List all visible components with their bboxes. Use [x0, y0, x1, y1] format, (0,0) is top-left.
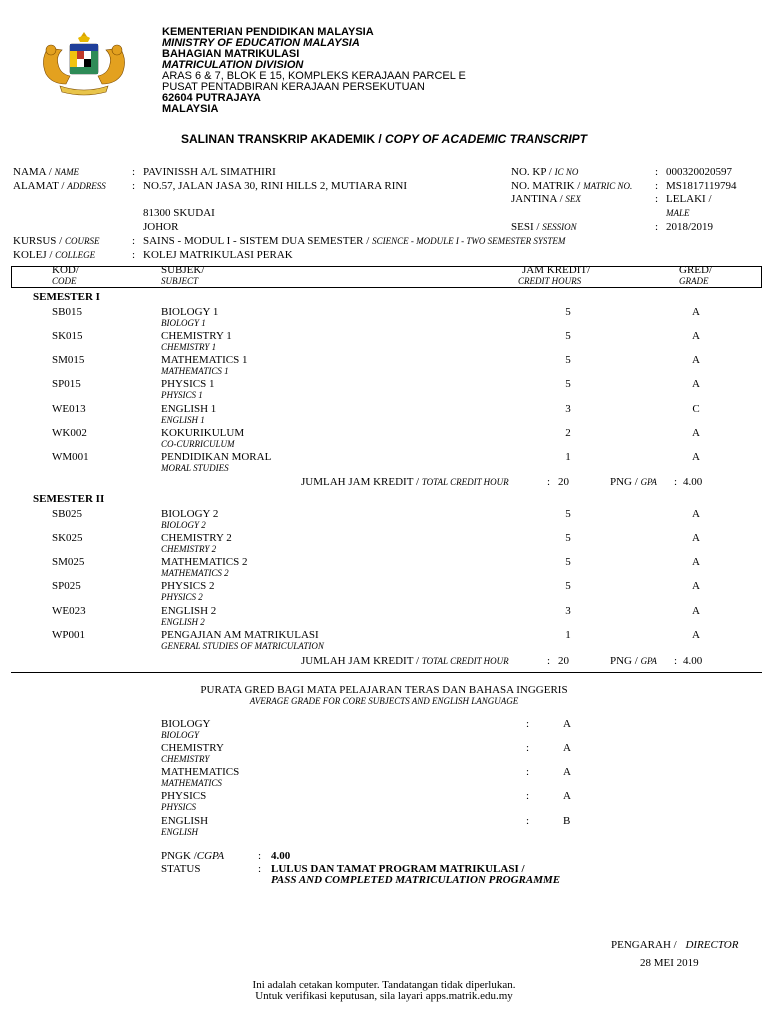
col-grade-header: GRED/: [679, 264, 712, 276]
student-address-2: 81300 SKUDAI: [143, 207, 215, 219]
course-subject: MATHEMATICS 2: [161, 556, 248, 568]
avg-subject: CHEMISTRY: [161, 742, 224, 754]
avg-subject: ENGLISH: [161, 815, 209, 827]
course-credit: 5: [565, 378, 571, 390]
avg-grade: A: [563, 766, 571, 778]
course-grade: A: [692, 378, 700, 390]
colon: :: [674, 476, 678, 488]
colon: :: [258, 863, 262, 875]
table-header-right-border: [761, 266, 762, 287]
semester-title: SEMESTER II: [33, 493, 105, 505]
course-credit: 1: [565, 451, 571, 463]
total-credit-label: JUMLAH JAM KREDIT / TOTAL CREDIT HOUR: [301, 655, 509, 667]
title-en: COPY OF ACADEMIC TRANSCRIPT: [385, 132, 588, 146]
course-subject-en: CO-CURRICULUM: [161, 439, 235, 449]
average-grade-title-en: AVERAGE GRADE FOR CORE SUBJECTS AND ENGLISH LANGUAGE: [249, 696, 519, 706]
course-credit: 5: [565, 556, 571, 568]
college-label: KOLEJ / COLLEGE: [13, 249, 96, 261]
course-subject: PENDIDIKAN MORAL: [161, 451, 272, 463]
student-college: KOLEJ MATRIKULASI PERAK: [143, 249, 293, 261]
course-subject: CHEMISTRY 1: [161, 330, 232, 342]
avg-grade: A: [563, 790, 571, 802]
avg-subject: PHYSICS: [161, 790, 207, 802]
col-grade-header-en: GRADE: [679, 276, 709, 286]
course-code: SB015: [52, 306, 82, 318]
course-subject: KOKURIKULUM: [161, 427, 245, 439]
semester-title: SEMESTER I: [33, 291, 100, 303]
malaysia-coat-of-arms-icon: [34, 28, 134, 96]
course-subject: ENGLISH 1: [161, 403, 217, 415]
course-code: SP025: [52, 580, 81, 592]
ministry-name-en: MINISTRY OF EDUCATION MALAYSIA: [162, 37, 360, 49]
colon: :: [655, 166, 659, 178]
total-credit-value: 20: [558, 655, 569, 667]
sex-label: JANTINA / SEX: [511, 193, 581, 205]
address-label: ALAMAT / ADDRESS: [13, 180, 106, 192]
total-credit-label: JUMLAH JAM KREDIT / TOTAL CREDIT HOUR: [301, 476, 509, 488]
course-subject: BIOLOGY 1: [161, 306, 219, 318]
course-credit: 5: [565, 532, 571, 544]
course-code: WE023: [52, 605, 86, 617]
course-credit: 2: [565, 427, 571, 439]
course-grade: C: [692, 403, 700, 415]
course-grade: A: [692, 451, 700, 463]
avg-grade: A: [563, 742, 571, 754]
status-value-ms: LULUS DAN TAMAT PROGRAM MATRIKULASI /: [271, 863, 525, 875]
course-grade: A: [692, 629, 700, 641]
course-subject-en: MORAL STUDIES: [161, 463, 229, 473]
course-code: SK025: [52, 532, 83, 544]
course-subject: BIOLOGY 2: [161, 508, 219, 520]
course-credit: 5: [565, 306, 571, 318]
colon: :: [132, 249, 136, 261]
course-grade: A: [692, 605, 700, 617]
course-grade: A: [692, 580, 700, 592]
title-ms: SALINAN TRANSKRIP AKADEMIK /: [180, 132, 382, 146]
course-grade: A: [692, 508, 700, 520]
ministry-name-ms: KEMENTERIAN PENDIDIKAN MALAYSIA: [162, 26, 374, 38]
colon: :: [655, 193, 659, 205]
document-title: [0, 132, 768, 146]
col-code-header: KOD/: [52, 264, 79, 276]
course-credit: 1: [565, 629, 571, 641]
course-subject-en: PHYSICS 1: [161, 390, 203, 400]
course-code: WP001: [52, 629, 85, 641]
course-label: KURSUS / COURSE: [13, 235, 100, 247]
col-credit-header: JAM KREDIT/: [522, 264, 591, 276]
gpa-value: 4.00: [683, 476, 703, 488]
course-grade: A: [692, 532, 700, 544]
course-code: WM001: [52, 451, 89, 463]
course-code: SB025: [52, 508, 82, 520]
status-label: STATUS: [161, 863, 201, 875]
session-label: SESI / SESSION: [511, 221, 577, 233]
col-subject-header: SUBJEK/: [161, 264, 205, 276]
table-header-left-border: [11, 266, 12, 287]
division-name-en: MATRICULATION DIVISION: [162, 59, 304, 71]
student-session: 2018/2019: [666, 221, 714, 233]
col-code-header-en: CODE: [52, 276, 77, 286]
course-code: SM025: [52, 556, 85, 568]
course-grade: A: [692, 306, 700, 318]
postcode-city: 62604 PUTRAJAYA: [162, 92, 261, 104]
director-label: PENGARAH / DIRECTOR: [611, 939, 739, 951]
course-credit: 3: [565, 605, 571, 617]
footer-note-1: Ini adalah cetakan komputer. Tandatangan tidak diperlukan.: [252, 979, 516, 991]
avg-subject: BIOLOGY: [161, 718, 211, 730]
colon: :: [526, 718, 530, 730]
course-subject-en: GENERAL STUDIES OF MATRICULATION: [161, 641, 324, 651]
student-sex: LELAKI /: [666, 193, 712, 205]
table-header-top-border: [11, 266, 762, 267]
course-grade: A: [692, 556, 700, 568]
course-subject: PHYSICS 1: [161, 378, 215, 390]
matric-label: NO. MATRIK / MATRIC NO.: [511, 180, 633, 192]
student-course: SAINS - MODUL I - SISTEM DUA SEMESTER / SCIENCE - MODULE I - TWO SEMESTER SYSTEM: [143, 235, 566, 247]
footer-note-2: Untuk verifikasi keputusan, sila layari apps.matrik.edu.my: [255, 990, 513, 1002]
colon: :: [526, 766, 530, 778]
course-code: WE013: [52, 403, 86, 415]
course-credit: 5: [565, 330, 571, 342]
student-address-3: JOHOR: [143, 221, 179, 233]
colon: :: [132, 235, 136, 247]
col-subject-header-en: SUBJECT: [161, 276, 198, 286]
country: MALAYSIA: [162, 103, 219, 115]
course-subject-en: PHYSICS 2: [161, 592, 203, 602]
course-subject: MATHEMATICS 1: [161, 354, 248, 366]
course-subject: CHEMISTRY 2: [161, 532, 232, 544]
table-header-bottom-border: [11, 287, 762, 288]
avg-subject-en: CHEMISTRY: [161, 754, 210, 764]
student-matric: MS1817119794: [666, 180, 737, 192]
address-line-1: ARAS 6 & 7, BLOK E 15, KOMPLEKS KERAJAAN PARCEL E: [162, 70, 466, 82]
course-credit: 5: [565, 508, 571, 520]
student-sex-en: MALE: [666, 208, 690, 218]
course-subject: PHYSICS 2: [161, 580, 215, 592]
course-grade: A: [692, 330, 700, 342]
avg-subject-en: MATHEMATICS: [161, 778, 222, 788]
colon: :: [132, 166, 136, 178]
col-credit-header-en: CREDIT HOURS: [518, 276, 582, 286]
course-credit: 5: [565, 580, 571, 592]
colon: :: [526, 815, 530, 827]
student-name: PAVINISSH A/L SIMATHIRI: [143, 166, 276, 178]
colon: :: [526, 790, 530, 802]
colon: :: [547, 476, 551, 488]
colon: :: [132, 180, 136, 192]
course-subject-en: BIOLOGY 2: [161, 520, 206, 530]
course-subject-en: MATHEMATICS 2: [161, 568, 229, 578]
avg-subject-en: BIOLOGY: [161, 730, 200, 740]
course-code: SM015: [52, 354, 85, 366]
course-subject: PENGAJIAN AM MATRIKULASI: [161, 629, 319, 641]
avg-grade: A: [563, 718, 571, 730]
course-subject-en: MATHEMATICS 1: [161, 366, 229, 376]
section-divider: [11, 672, 762, 673]
colon: :: [258, 850, 262, 862]
cgpa-value: 4.00: [271, 850, 291, 862]
gpa-value: 4.00: [683, 655, 703, 667]
cgpa-label: PNGK /CGPA: [161, 850, 225, 862]
total-credit-value: 20: [558, 476, 569, 488]
colon: :: [526, 742, 530, 754]
address-line-2: PUSAT PENTADBIRAN KERAJAAN PERSEKUTUAN: [162, 81, 425, 93]
gpa-label: PNG / GPA: [610, 476, 657, 488]
course-subject-en: ENGLISH 1: [161, 415, 205, 425]
avg-grade: B: [563, 815, 571, 827]
avg-subject-en: ENGLISH: [161, 827, 199, 837]
course-code: SK015: [52, 330, 83, 342]
course-subject-en: CHEMISTRY 1: [161, 342, 217, 352]
name-label: NAMA / NAME: [13, 166, 80, 178]
gpa-label: PNG / GPA: [610, 655, 657, 667]
division-name-ms: BAHAGIAN MATRIKULASI: [162, 48, 300, 60]
course-grade: A: [692, 354, 700, 366]
colon: :: [547, 655, 551, 667]
course-credit: 3: [565, 403, 571, 415]
colon: :: [674, 655, 678, 667]
student-ic: 000320020597: [666, 166, 732, 178]
colon: :: [655, 221, 659, 233]
course-credit: 5: [565, 354, 571, 366]
course-subject-en: BIOLOGY 1: [161, 318, 206, 328]
course-subject-en: CHEMISTRY 2: [161, 544, 217, 554]
course-code: SP015: [52, 378, 81, 390]
ic-label: NO. KP / IC NO: [511, 166, 579, 178]
colon: :: [655, 180, 659, 192]
student-address-1: NO.57, JALAN JASA 30, RINI HILLS 2, MUTIARA RINI: [143, 180, 407, 192]
signature-date: 28 MEI 2019: [640, 957, 699, 969]
status-value-en: PASS AND COMPLETED MATRICULATION PROGRAMME: [271, 874, 561, 886]
course-code: WK002: [52, 427, 87, 439]
course-subject-en: ENGLISH 2: [161, 617, 205, 627]
average-grade-title: PURATA GRED BAGI MATA PELAJARAN TERAS DAN BAHASA INGGERIS: [200, 684, 568, 696]
avg-subject: MATHEMATICS: [161, 766, 240, 778]
avg-subject-en: PHYSICS: [161, 802, 197, 812]
course-subject: ENGLISH 2: [161, 605, 217, 617]
course-grade: A: [692, 427, 700, 439]
